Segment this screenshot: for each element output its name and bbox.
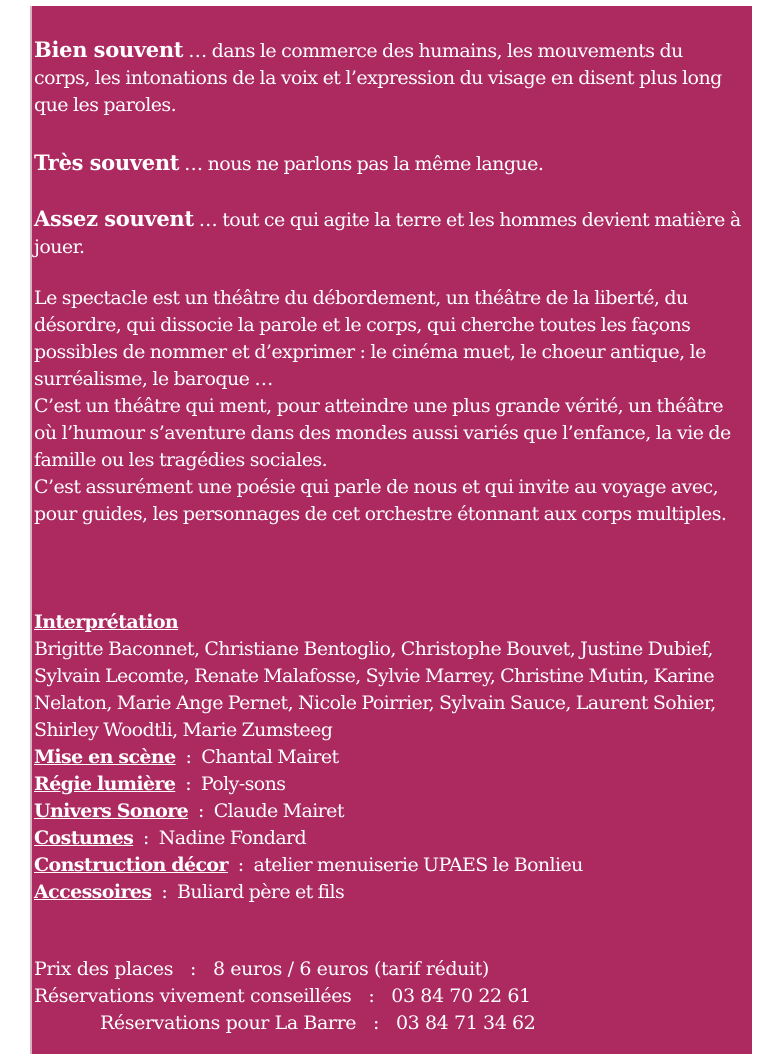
barre-separator: :: [356, 1012, 396, 1034]
reservations-separator: :: [351, 985, 392, 1007]
prices-label: Prix des places: [34, 958, 174, 980]
credit-row: [34, 852, 742, 879]
credit-row: [34, 798, 742, 825]
intro-paragraph-1: [34, 36, 742, 119]
credit-separator: :: [227, 854, 254, 876]
reservations-label: Réservations vivement conseillées: [34, 985, 352, 1007]
credit-name: Chantal Mairet: [201, 746, 339, 768]
pricing-section: [34, 956, 742, 1037]
text-panel: [30, 6, 752, 1054]
credit-role: Costumes: [34, 827, 134, 849]
credit-row: [34, 825, 742, 852]
reservations-row: [34, 983, 742, 1010]
intro-paragraph-3: [34, 205, 742, 261]
intro-text-2: … nous ne parlons pas la même langue.: [179, 153, 544, 175]
prices-separator: :: [173, 958, 213, 980]
intro-text-1: … dans le commerce des humains, les mouvements du corps, les intonations de la voix et l’expression du visage en disent plus long que les paroles.: [34, 40, 722, 116]
credit-separator: :: [175, 746, 202, 768]
prices-row: [34, 956, 742, 983]
credit-name: atelier menuiserie UPAES le Bonlieu: [253, 854, 583, 876]
credit-name: Buliard père et fils: [177, 881, 345, 903]
credit-role: Univers Sonore: [34, 800, 189, 822]
credit-name: Nadine Fondard: [158, 827, 307, 849]
description-paragraph-3: C’est assurément une poésie qui parle de nous et qui invite au voyage avec, pour guides, les personnages de cet orchestre étonnant aux corps multiples.: [34, 476, 727, 525]
credits-section: [34, 609, 742, 906]
cast-heading: Interprétation: [34, 611, 179, 633]
credit-role: Régie lumière: [34, 773, 176, 795]
description-paragraph-1: Le spectacle est un théâtre du débordement, un théâtre de la liberté, du désordre, qui dissocie la parole et le corps, qui cherche toutes les façons possibles de nommer et d’exprimer : le cinéma muet, le choeur antique, le surréalisme, le baroque …: [34, 287, 706, 390]
credit-role: Accessoires: [34, 881, 152, 903]
credit-role: Construction décor: [34, 854, 228, 876]
intro-text-3: … tout ce qui agite la terre et les hommes devient matière à jouer.: [34, 209, 741, 258]
barre-phone: 03 84 71 34 62: [395, 1012, 536, 1034]
credit-name: Claude Mairet: [213, 800, 344, 822]
credit-separator: :: [151, 881, 178, 903]
credit-row: [34, 879, 742, 906]
left-border-rule: [30, 6, 32, 1054]
barre-label: Réservations pour La Barre: [100, 1012, 357, 1034]
credit-row: [34, 771, 742, 798]
intro-lead-2: Très souvent: [34, 150, 180, 175]
barre-reservations-row: [34, 1010, 742, 1037]
description-paragraph-2: C’est un théâtre qui ment, pour atteindre une plus grande vérité, un théâtre où l’humour s’aventure dans des mondes aussi variés que l’enfance, la vie de famille ou les tragédies sociales.: [34, 395, 731, 471]
cast-list: Brigitte Baconnet, Christiane Bentoglio, Christophe Bouvet, Justine Dubief, Sylvain Lecomte, Renate Malafosse, Sylvie Marrey, Christine Mutin, Karine Nelaton, Marie Ange Pernet, Nicole Poirrier, Sylvain Sauce, Laurent Sohier, Shirley Woodtli, Marie Zumsteeg: [34, 638, 716, 741]
intro-lead-3: Assez souvent: [34, 206, 194, 231]
intro-lead-1: Bien souvent: [34, 37, 184, 62]
credit-role: Mise en scène: [34, 746, 176, 768]
prices-value: 8 euros / 6 euros (tarif réduit): [212, 958, 489, 980]
intro-paragraph-2: [34, 149, 742, 178]
credit-separator: :: [188, 800, 214, 822]
reservations-phone: 03 84 70 22 61: [391, 985, 531, 1007]
credit-name: Poly-sons: [200, 773, 286, 795]
credit-separator: :: [133, 827, 159, 849]
credit-row: [34, 744, 742, 771]
credit-separator: :: [175, 773, 201, 795]
